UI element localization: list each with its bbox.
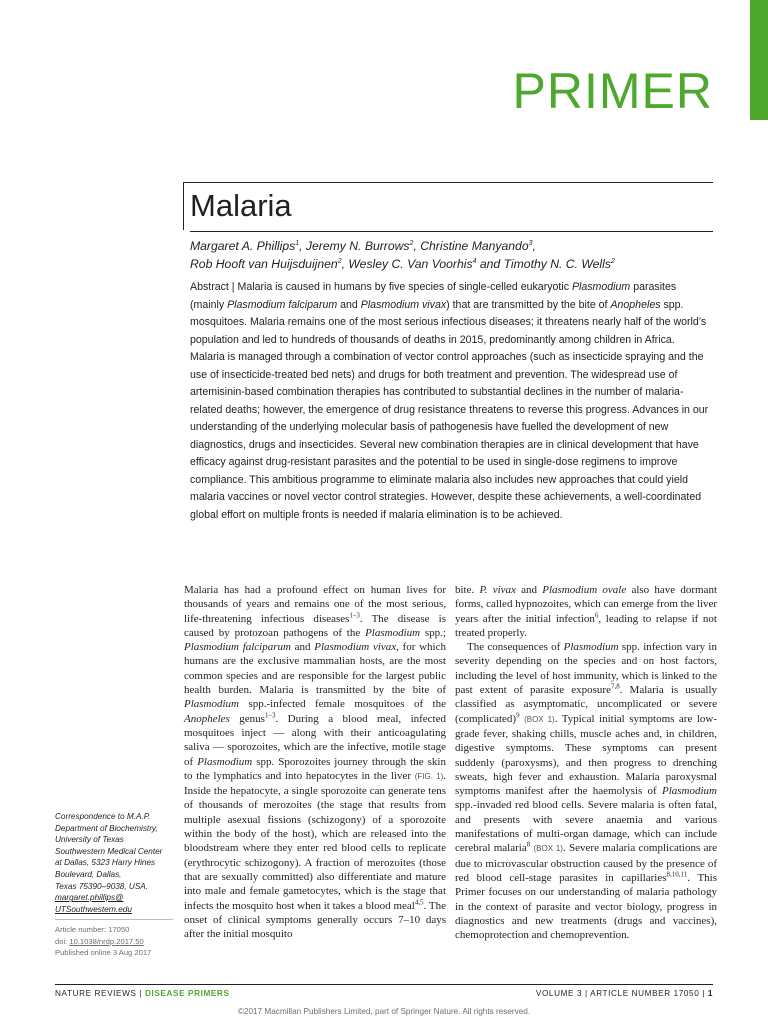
body-run: . The onset of clinical symptoms generally occurs 7–10 days after the initial mosquito	[184, 899, 446, 941]
author-affiliation: 4	[472, 257, 477, 265]
italic-term: Anopheles	[610, 298, 661, 311]
correspondence-line: Department of Biochemistry,	[55, 823, 158, 833]
body-column-right	[455, 583, 717, 942]
body-run: spp.-invaded red blood cells. Severe malaria is often fatal, and presents with severe anaemia and various manifestations of multi-organ damage, which can include cerebral malaria	[455, 799, 717, 855]
italic-term: Anopheles	[184, 712, 230, 725]
body-column-left	[184, 583, 446, 941]
abstract-run: parasites (mainly	[190, 281, 677, 311]
body-paragraph	[455, 640, 717, 942]
reference-citation: 1–3	[264, 711, 276, 720]
email-line[interactable]: margaret.phillips@	[55, 893, 124, 903]
doi-line	[55, 936, 175, 948]
title-rule-left	[183, 182, 184, 230]
author-separator: ,	[299, 239, 306, 253]
figure-box-reference: (BOX 1)	[524, 714, 555, 724]
italic-term: Plasmodium	[571, 281, 631, 293]
body-paragraph	[184, 583, 446, 941]
correspondence-block	[55, 811, 170, 915]
body-run: . During a blood meal, infected mosquitoes inject — along with their anticoagulating saliva — sporozoites, which are the infective, motile stage of	[184, 712, 446, 768]
author-name: Jeremy N. Burrows	[305, 239, 410, 253]
author-affiliation: 2	[610, 257, 615, 265]
email-line[interactable]: UTSouthwestern.edu	[55, 904, 132, 914]
body-run: . This Primer focuses on our understanding of malaria pathology in the context of parasite and vector biology, progress in diagnostics and new treatments (drugs and vaccines), chemoprotection and chemoprevention.	[455, 871, 717, 942]
correspondence-line: at Dallas, 5323 Harry Hines	[55, 858, 156, 868]
doi-prefix: doi:	[55, 936, 68, 946]
figure-box-reference: (BOX 1)	[533, 844, 563, 854]
reference-citation: 9	[516, 711, 520, 720]
correspondence-line: Texas 75390–9038, USA.	[55, 881, 149, 891]
italic-term: Plasmodium	[662, 785, 717, 798]
footer-journal	[55, 989, 230, 998]
footer-rule	[55, 984, 713, 985]
footer-volume	[536, 989, 713, 998]
body-run: spp. Sporozoites journey through the skin to the lymphatics and into hepatocytes in the liver	[184, 755, 446, 782]
abstract-run: spp. mosquitoes. Malaria remains one of the most serious infectious diseases; it threatens nearly half of the world’s population and led to hundreds of thousands of deaths in 2015, predominantly among children in Africa. Malaria is managed through a combination of vector control approaches (such as insecticide spraying and the use of insecticide-treated bed nets) and drugs for both treatment and prevention. The widespread use of artemisinin-based combination therapies has contributed to substantial declines in the number of malaria-related deaths; however, the emergence of drug resistance threatens to reverse this progress. Advances in our understanding of the underlying molecular basis of pathogenesis have fuelled the development of new diagnostics, drugs and insecticides. Several new combination therapies are in clinical development that have efficacy against drug-resistant parasites and the potential to be used in single-dose regimens to improve compliance. This ambitious programme to eliminate malaria also includes new approaches that could yield malaria vaccines or novel vector control strategies. However, despite these achievements, a well-coordinated global effort on multiple fronts is needed if malaria elimination is to be achieved.	[190, 298, 709, 521]
body-run: and	[290, 641, 315, 654]
body-run: , for which humans are the exclusive mammalian hosts, are the most common species and are responsible for the largest public health burden. Malaria is transmitted by the bite of	[184, 641, 447, 697]
figure-box-reference: (FIG. 1)	[414, 771, 444, 781]
body-run: . Malaria is usually classified as asymptomatic, uncomplicated or severe (complicated)	[455, 684, 717, 725]
reference-citation: 8,10,11	[666, 870, 688, 879]
body-run: , leading to relapse if not treated properly.	[455, 612, 717, 639]
italic-term: Plasmodium falciparum	[184, 641, 291, 654]
author-name: Wesley C. Van Voorhis	[348, 257, 473, 271]
reference-citation: 4,5	[414, 897, 424, 906]
author-name: Timothy N. C. Wells	[503, 257, 611, 271]
body-run: . Inside the hepatocyte, a single sporozoite can generate tens of thousands of merozoites (the stage that results from multiple asexual fissions (schizogony) of a sporozoite within the body of the host), which are released into the bloodstream where they enter red blood cells to replicate (erythrocytic schizogony). A fraction of merozoites (those that are sexually committed) also differentiate and mature into male and female gametocytes, which is the stage that infects the mosquito host when it takes a blood meal	[184, 769, 446, 912]
body-run: spp.;	[420, 626, 446, 639]
correspondence-email[interactable]	[55, 892, 170, 915]
abstract	[190, 279, 712, 524]
meta-divider	[55, 919, 173, 920]
journal-name: NATURE REVIEWS	[55, 989, 137, 998]
title-rule-top	[183, 182, 713, 183]
italic-term: Plasmodium	[184, 698, 239, 711]
body-run: . The disease is caused by protozoan pathogens of the	[184, 612, 446, 639]
correspondence-line: Boulevard, Dallas,	[55, 869, 122, 879]
correspondence-address	[55, 811, 170, 892]
author-affiliation: 1	[295, 239, 300, 247]
author-list	[190, 237, 710, 273]
author-name: Rob Hooft van Huijsduijnen	[190, 257, 338, 271]
body-run: spp. infection vary in severity depending on the species and on host factors, including the level of host immunity, which is linked to the past extent of parasite exposure	[455, 641, 717, 697]
body-paragraph	[455, 583, 717, 640]
body-run: spp.-infected female mosquitoes of the	[239, 698, 446, 711]
body-run: Malaria has had a profound effect on human lives for thousands of years and remains one of the most serious, life-threatening infectious diseases	[184, 584, 446, 625]
correspondence-line: Correspondence to M.A.P.	[55, 812, 151, 821]
body-run: . Severe malaria complications are due to microvascular obstruction caused by the presence of red blood cell-stage parasites in capillaries	[455, 842, 717, 884]
body-run: also have dormant forms, called hypnozoites, which can emerge from the liver years after the initial infection	[455, 584, 717, 625]
body-run: The consequences of	[467, 641, 564, 654]
article-number: Article number: 17050	[55, 925, 130, 934]
body-run: bite.	[455, 584, 480, 596]
author-separator: and	[476, 257, 504, 271]
body-run: and	[515, 584, 543, 596]
reference-citation: 8	[526, 840, 531, 849]
copyright-notice: ©2017 Macmillan Publishers Limited, part of Springer Nature. All rights reserved.	[237, 1007, 531, 1016]
section-color-bar	[750, 0, 768, 120]
article-title: Malaria	[190, 188, 292, 223]
journal-section: DISEASE PRIMERS	[144, 989, 230, 998]
author-affiliation: 2	[337, 257, 342, 265]
italic-term: Plasmodium	[365, 626, 421, 639]
published-date: Published online 3 Aug 2017	[55, 948, 152, 957]
article-meta	[55, 924, 175, 959]
body-run: . Typical initial symptoms are low-grade fever, shaking chills, muscle aches and, in children, digestive symptoms. These symptoms can present suddenly (paroxysms), and then progress to drenching sweats, high fever and exhaustion. Malaria paroxysmal symptoms manifest after the haemolysis of	[455, 712, 717, 798]
author-name: Margaret A. Phillips	[190, 239, 296, 253]
italic-term: Plasmodium	[197, 755, 253, 768]
volume-info: VOLUME 3 | ARTICLE NUMBER 17050 |	[535, 989, 708, 998]
section-label: PRIMER	[512, 63, 713, 119]
title-rule-bottom	[190, 231, 713, 232]
correspondence-line: University of Texas	[55, 835, 124, 845]
author-separator: ,	[341, 257, 349, 271]
italic-term: Plasmodium falciparum	[227, 298, 338, 311]
reference-citation: 6	[594, 610, 599, 619]
abstract-run: | Malaria is caused in humans by five species of single-celled eukaryotic	[228, 281, 572, 293]
body-run: genus	[229, 712, 265, 725]
correspondence-line: Southwestern Medical Center	[55, 846, 163, 856]
abstract-label: Abstract	[190, 281, 229, 293]
journal-separator: |	[136, 989, 145, 998]
author-separator: ,	[413, 239, 421, 253]
author-affiliation: 3	[528, 239, 533, 247]
page-number: 1	[707, 989, 713, 998]
abstract-text	[190, 281, 708, 521]
italic-term: Plasmodium ovale	[542, 584, 627, 596]
doi-link[interactable]: 10.1038/nrdp.2017.50	[69, 936, 144, 946]
author-name: Christine Manyando	[420, 239, 529, 253]
reference-citation: 7,8	[610, 682, 620, 691]
italic-term: Plasmodium vivax	[360, 298, 447, 311]
abstract-run: and	[337, 298, 361, 311]
reference-citation: 1–3	[349, 610, 360, 619]
italic-term: Plasmodium	[563, 641, 619, 654]
author-separator: ,	[532, 239, 536, 253]
author-affiliation: 2	[409, 239, 414, 247]
abstract-run: ) that are transmitted by the bite of	[446, 298, 611, 311]
italic-term: P. vivax	[479, 584, 516, 596]
italic-term: Plasmodium vivax	[314, 641, 397, 654]
